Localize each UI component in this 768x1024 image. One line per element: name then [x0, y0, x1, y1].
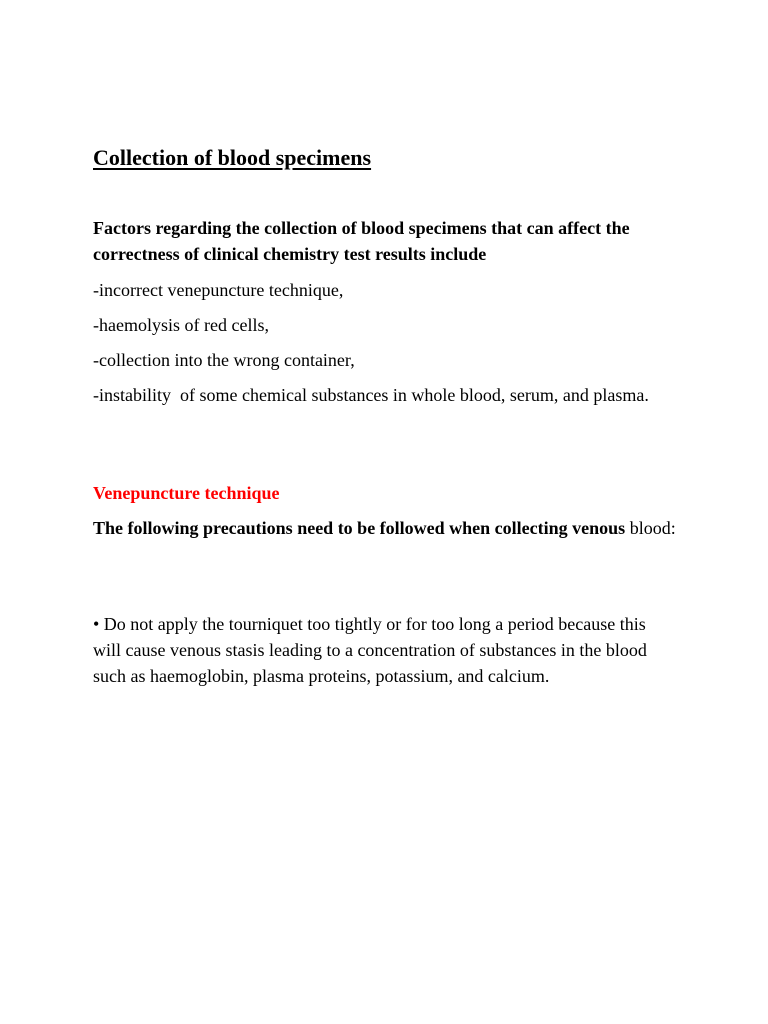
factor-item: -instability of some chemical substances in whole blood, serum, and plasma.: [93, 385, 649, 405]
precautions-rest-text: blood:: [625, 518, 676, 538]
precautions-paragraph: [93, 515, 693, 541]
precaution-point: • Do not apply the tourniquet too tightly or for too long a period because this will cause venous stasis leading to a concentration of substances in the blood such as haemoglobin, plasma proteins, potassium, and calcium.: [93, 614, 647, 686]
document-title: Collection of blood specimens: [93, 145, 372, 170]
factor-item: -incorrect venepuncture technique,: [93, 280, 344, 300]
factor-item: -collection into the wrong container,: [93, 350, 355, 370]
precautions-bold-text: The following precautions need to be followed when collecting venous: [93, 518, 626, 538]
factor-item: -haemolysis of red cells,: [93, 315, 269, 335]
section-heading: Venepuncture technique: [93, 483, 280, 503]
intro-paragraph: Factors regarding the collection of blood specimens that can affect the correctness of clinical chemistry test results include: [93, 218, 630, 264]
